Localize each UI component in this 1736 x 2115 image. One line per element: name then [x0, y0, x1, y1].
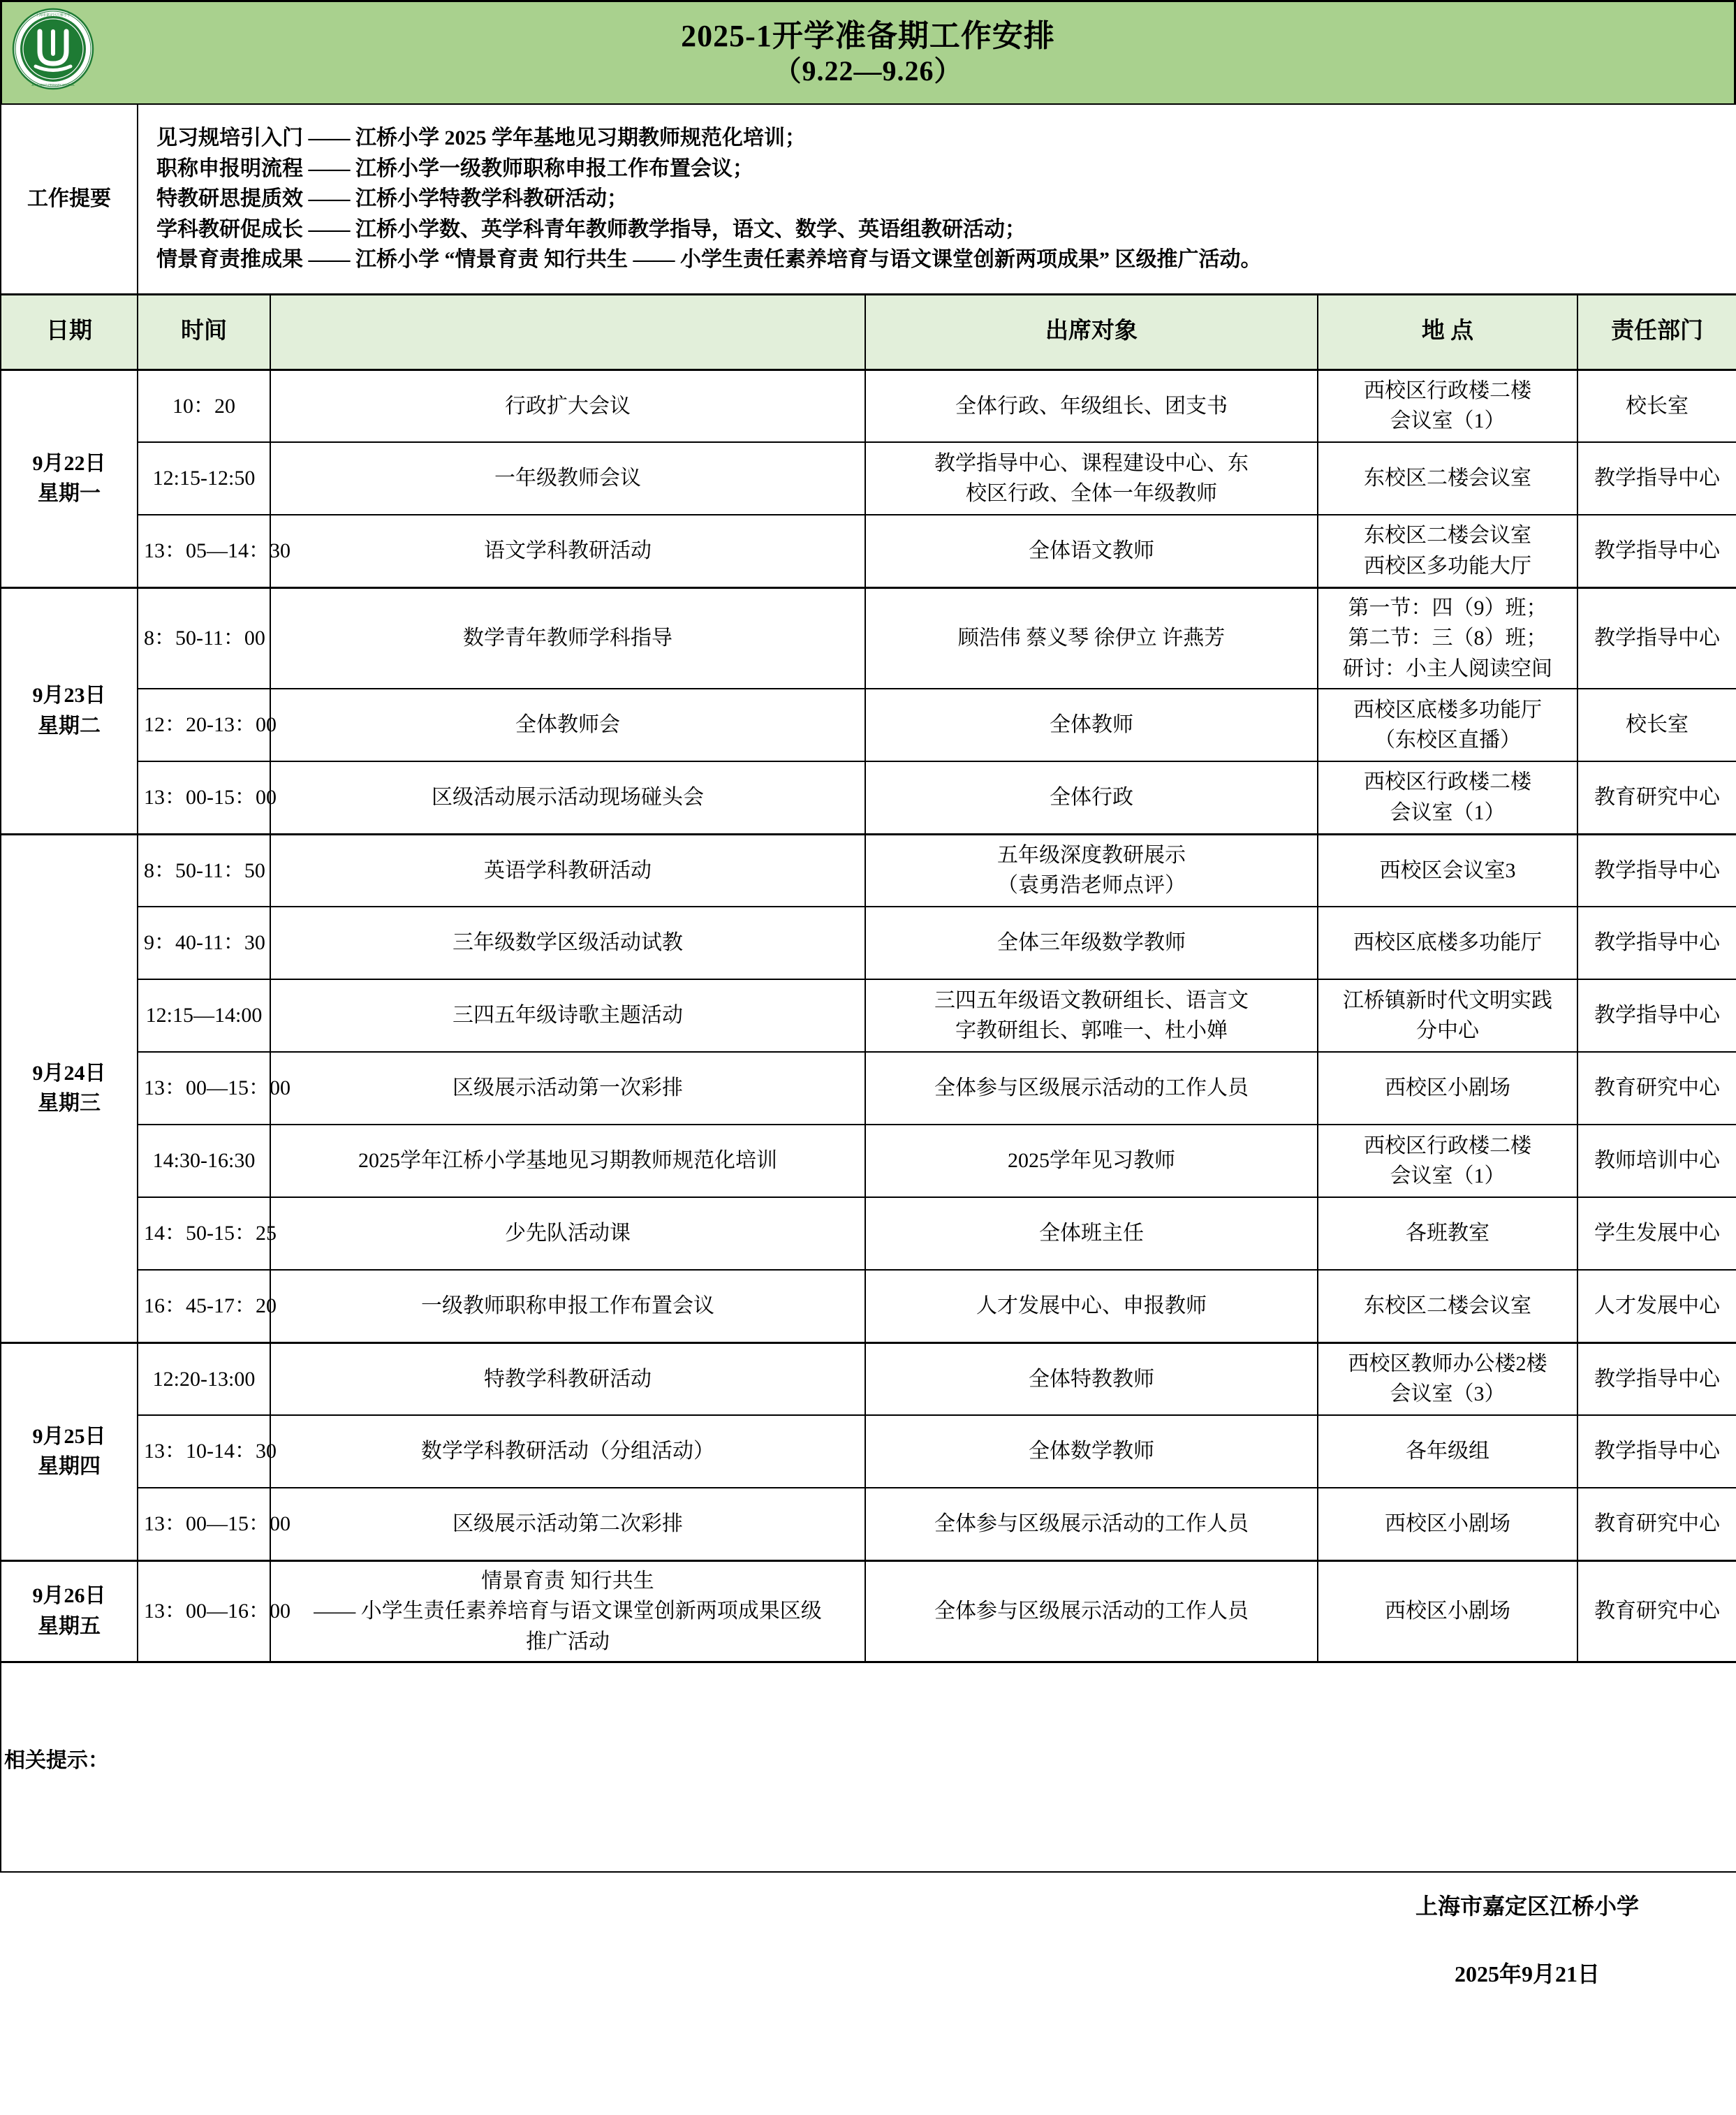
document-title: 2025-1开学准备期工作安排 — [681, 18, 1055, 53]
time-cell: 12:20-13:00 — [138, 1342, 270, 1415]
department-cell: 教学指导中心 — [1577, 442, 1736, 515]
signature-date-row — [1, 1940, 1736, 2009]
attendees-cell: 全体教师 — [865, 689, 1318, 761]
table-row — [1, 587, 1736, 689]
time-cell: 12:15—14:00 — [138, 979, 270, 1052]
table-row — [1, 907, 1736, 979]
location-cell: 东校区二楼会议室 西校区多功能大厅 — [1318, 515, 1577, 587]
attendees-cell: 全体行政 — [865, 761, 1318, 834]
location-cell: 各班教室 — [1318, 1197, 1577, 1270]
location-cell: 西校区行政楼二楼 会议室（1） — [1318, 369, 1577, 442]
attendees-cell: 全体参与区级展示活动的工作人员 — [865, 1488, 1318, 1560]
date-cell: 9月25日 星期四 — [1, 1342, 138, 1560]
time-cell: 13：00—16：00 — [138, 1560, 270, 1662]
department-cell: 教育研究中心 — [1577, 1488, 1736, 1560]
activity-cell: 2025学年江桥小学基地见习期教师规范化培训 — [270, 1125, 865, 1197]
column-header-1: 时间 — [138, 294, 270, 369]
summary-line: 职称申报明流程 —— 江桥小学一级教师职称申报工作布置会议； — [156, 156, 753, 180]
department-cell: 校长室 — [1577, 369, 1736, 442]
location-cell: 各年级组 — [1318, 1415, 1577, 1488]
attendees-cell: 全体行政、年级组长、团支书 — [865, 369, 1318, 442]
attendees-cell: 教学指导中心、课程建设中心、东 校区行政、全体一年级教师 — [865, 442, 1318, 515]
issue-date: 2025年9月21日 — [1455, 1961, 1601, 1987]
summary-label: 工作提要 — [1, 104, 138, 294]
department-cell: 校长室 — [1577, 689, 1736, 761]
activity-cell: 三四五年级诗歌主题活动 — [270, 979, 865, 1052]
table-row — [1, 1560, 1736, 1662]
table-row — [1, 442, 1736, 515]
summary-row — [1, 104, 1736, 294]
location-cell: 西校区底楼多功能厅 — [1318, 907, 1577, 979]
banner-title-group — [681, 18, 1055, 87]
date-cell: 9月23日 星期二 — [1, 587, 138, 834]
document-header-banner — [0, 0, 1736, 103]
time-cell: 12:15-12:50 — [138, 442, 270, 515]
spacer — [138, 1940, 270, 2009]
column-header-0: 日期 — [1, 294, 138, 369]
department-cell: 教学指导中心 — [1577, 834, 1736, 907]
spacer — [865, 1872, 1318, 1940]
department-cell: 教育研究中心 — [1577, 1052, 1736, 1125]
location-cell: 西校区小剧场 — [1318, 1052, 1577, 1125]
attendees-cell: 五年级深度教研展示 （袁勇浩老师点评） — [865, 834, 1318, 907]
table-row — [1, 369, 1736, 442]
location-cell: 西校区行政楼二楼 会议室（1） — [1318, 761, 1577, 834]
time-cell: 13：00—15：00 — [138, 1488, 270, 1560]
table-row — [1, 761, 1736, 834]
svg-text:上海市嘉定区江桥小学: 上海市嘉定区江桥小学 — [35, 13, 71, 17]
activity-cell: 数学青年教师学科指导 — [270, 587, 865, 689]
tips-label: 相关提示： — [1, 1662, 1736, 1872]
activity-cell: 区级活动展示活动现场碰头会 — [270, 761, 865, 834]
svg-text:JIANGQIAO PRIMARY SCHOOL: JIANGQIAO PRIMARY SCHOOL — [31, 83, 75, 87]
location-cell: 第一节：四（9）班； 第二节：三（8）班； 研讨：小主人阅读空间 — [1318, 587, 1577, 689]
location-cell: 西校区小剧场 — [1318, 1488, 1577, 1560]
summary-line: 见习规培引入门 —— 江桥小学 2025 学年基地见习期教师规范化培训； — [156, 126, 806, 149]
time-cell: 13：10-14：30 — [138, 1415, 270, 1488]
attendees-cell: 全体参与区级展示活动的工作人员 — [865, 1052, 1318, 1125]
time-cell: 13：00—15：00 — [138, 1052, 270, 1125]
summary-body — [138, 104, 1736, 294]
department-cell: 教学指导中心 — [1577, 907, 1736, 979]
activity-cell: 语文学科教研活动 — [270, 515, 865, 587]
time-cell: 8：50-11：00 — [138, 587, 270, 689]
time-cell: 13：05—14：30 — [138, 515, 270, 587]
time-cell: 16：45-17：20 — [138, 1270, 270, 1342]
department-cell: 教学指导中心 — [1577, 1415, 1736, 1488]
summary-line: 特教研思提质效 —— 江桥小学特教学科教研活动； — [156, 187, 628, 210]
location-cell: 江桥镇新时代文明实践 分中心 — [1318, 979, 1577, 1052]
tips-row — [1, 1662, 1736, 1872]
table-row — [1, 1270, 1736, 1342]
time-cell: 14：50-15：25 — [138, 1197, 270, 1270]
table-row — [1, 1415, 1736, 1488]
spacer — [1, 1940, 138, 2009]
activity-cell: 数学学科教研活动（分组活动） — [270, 1415, 865, 1488]
time-cell: 13：00-15：00 — [138, 761, 270, 834]
column-header-5: 责任部门 — [1577, 294, 1736, 369]
location-cell: 东校区二楼会议室 — [1318, 1270, 1577, 1342]
table-row — [1, 1488, 1736, 1560]
spacer — [270, 1940, 865, 2009]
date-cell: 9月24日 星期三 — [1, 834, 138, 1342]
department-cell: 教学指导中心 — [1577, 515, 1736, 587]
time-cell: 14:30-16:30 — [138, 1125, 270, 1197]
summary-line: 情景育责推成果 —— 江桥小学 “情景育责 知行共生 —— 小学生责任素养培育与语文课堂创新两项成果” 区级推广活动。 — [156, 248, 1262, 271]
attendees-cell: 全体数学教师 — [865, 1415, 1318, 1488]
time-cell: 8：50-11：50 — [138, 834, 270, 907]
column-header-4: 地 点 — [1318, 294, 1577, 369]
table-row — [1, 979, 1736, 1052]
location-cell: 西校区底楼多功能厅 （东校区直播） — [1318, 689, 1577, 761]
table-row — [1, 1052, 1736, 1125]
issuing-school: 上海市嘉定区江桥小学 — [1415, 1893, 1640, 1919]
activity-cell: 行政扩大会议 — [270, 369, 865, 442]
location-cell: 西校区教师办公楼2楼 会议室（3） — [1318, 1342, 1577, 1415]
time-cell: 9：40-11：30 — [138, 907, 270, 979]
activity-cell: 特教学科教研活动 — [270, 1342, 865, 1415]
column-header-2 — [270, 294, 865, 369]
activity-cell: 少先队活动课 — [270, 1197, 865, 1270]
date-cell: 9月22日 星期一 — [1, 369, 138, 587]
location-cell: 西校区小剧场 — [1318, 1560, 1577, 1662]
department-cell: 教育研究中心 — [1577, 761, 1736, 834]
school-logo-icon — [12, 8, 94, 90]
department-cell: 教育研究中心 — [1577, 1560, 1736, 1662]
activity-cell: 情景育责 知行共生 —— 小学生责任素养培育与语文课堂创新两项成果区级 推广活动 — [270, 1560, 865, 1662]
department-cell: 教学指导中心 — [1577, 1342, 1736, 1415]
schedule-table-body — [1, 104, 1736, 2009]
department-cell: 教师培训中心 — [1577, 1125, 1736, 1197]
time-cell: 12：20-13：00 — [138, 689, 270, 761]
time-cell: 10：20 — [138, 369, 270, 442]
activity-cell: 一级教师职称申报工作布置会议 — [270, 1270, 865, 1342]
attendees-cell: 三四五年级语文教研组长、语言文 字教研组长、郭唯一、杜小婵 — [865, 979, 1318, 1052]
activity-cell: 英语学科教研活动 — [270, 834, 865, 907]
spacer — [1, 1872, 138, 1940]
spacer — [138, 1872, 270, 1940]
activity-cell: 全体教师会 — [270, 689, 865, 761]
activity-cell: 一年级教师会议 — [270, 442, 865, 515]
attendees-cell: 2025学年见习教师 — [865, 1125, 1318, 1197]
department-cell: 教学指导中心 — [1577, 979, 1736, 1052]
column-header-3: 出席对象 — [865, 294, 1318, 369]
summary-line: 学科教研促成长 —— 江桥小学数、英学科青年教师教学指导，语文、数学、英语组教研活动； — [156, 217, 1026, 241]
department-cell: 学生发展中心 — [1577, 1197, 1736, 1270]
table-row — [1, 1197, 1736, 1270]
attendees-cell: 人才发展中心、申报教师 — [865, 1270, 1318, 1342]
table-row — [1, 1342, 1736, 1415]
signature-school-row — [1, 1872, 1736, 1940]
location-cell: 西校区行政楼二楼 会议室（1） — [1318, 1125, 1577, 1197]
spacer — [270, 1872, 865, 1940]
table-row — [1, 515, 1736, 587]
location-cell: 东校区二楼会议室 — [1318, 442, 1577, 515]
attendees-cell: 全体特教教师 — [865, 1342, 1318, 1415]
attendees-cell: 全体班主任 — [865, 1197, 1318, 1270]
activity-cell: 区级展示活动第一次彩排 — [270, 1052, 865, 1125]
spacer — [865, 1940, 1318, 2009]
table-row — [1, 834, 1736, 907]
table-header-row — [1, 294, 1736, 369]
document-date-range: （9.22—9.26） — [773, 54, 963, 87]
attendees-cell: 全体参与区级展示活动的工作人员 — [865, 1560, 1318, 1662]
date-cell: 9月26日 星期五 — [1, 1560, 138, 1662]
table-row — [1, 689, 1736, 761]
attendees-cell: 全体语文教师 — [865, 515, 1318, 587]
schedule-table — [0, 103, 1736, 2009]
activity-cell: 区级展示活动第二次彩排 — [270, 1488, 865, 1560]
department-cell: 教学指导中心 — [1577, 587, 1736, 689]
table-row — [1, 1125, 1736, 1197]
attendees-cell: 顾浩伟 蔡义琴 徐伊立 许燕芳 — [865, 587, 1318, 689]
location-cell: 西校区会议室3 — [1318, 834, 1577, 907]
activity-cell: 三年级数学区级活动试教 — [270, 907, 865, 979]
attendees-cell: 全体三年级数学教师 — [865, 907, 1318, 979]
department-cell: 人才发展中心 — [1577, 1270, 1736, 1342]
